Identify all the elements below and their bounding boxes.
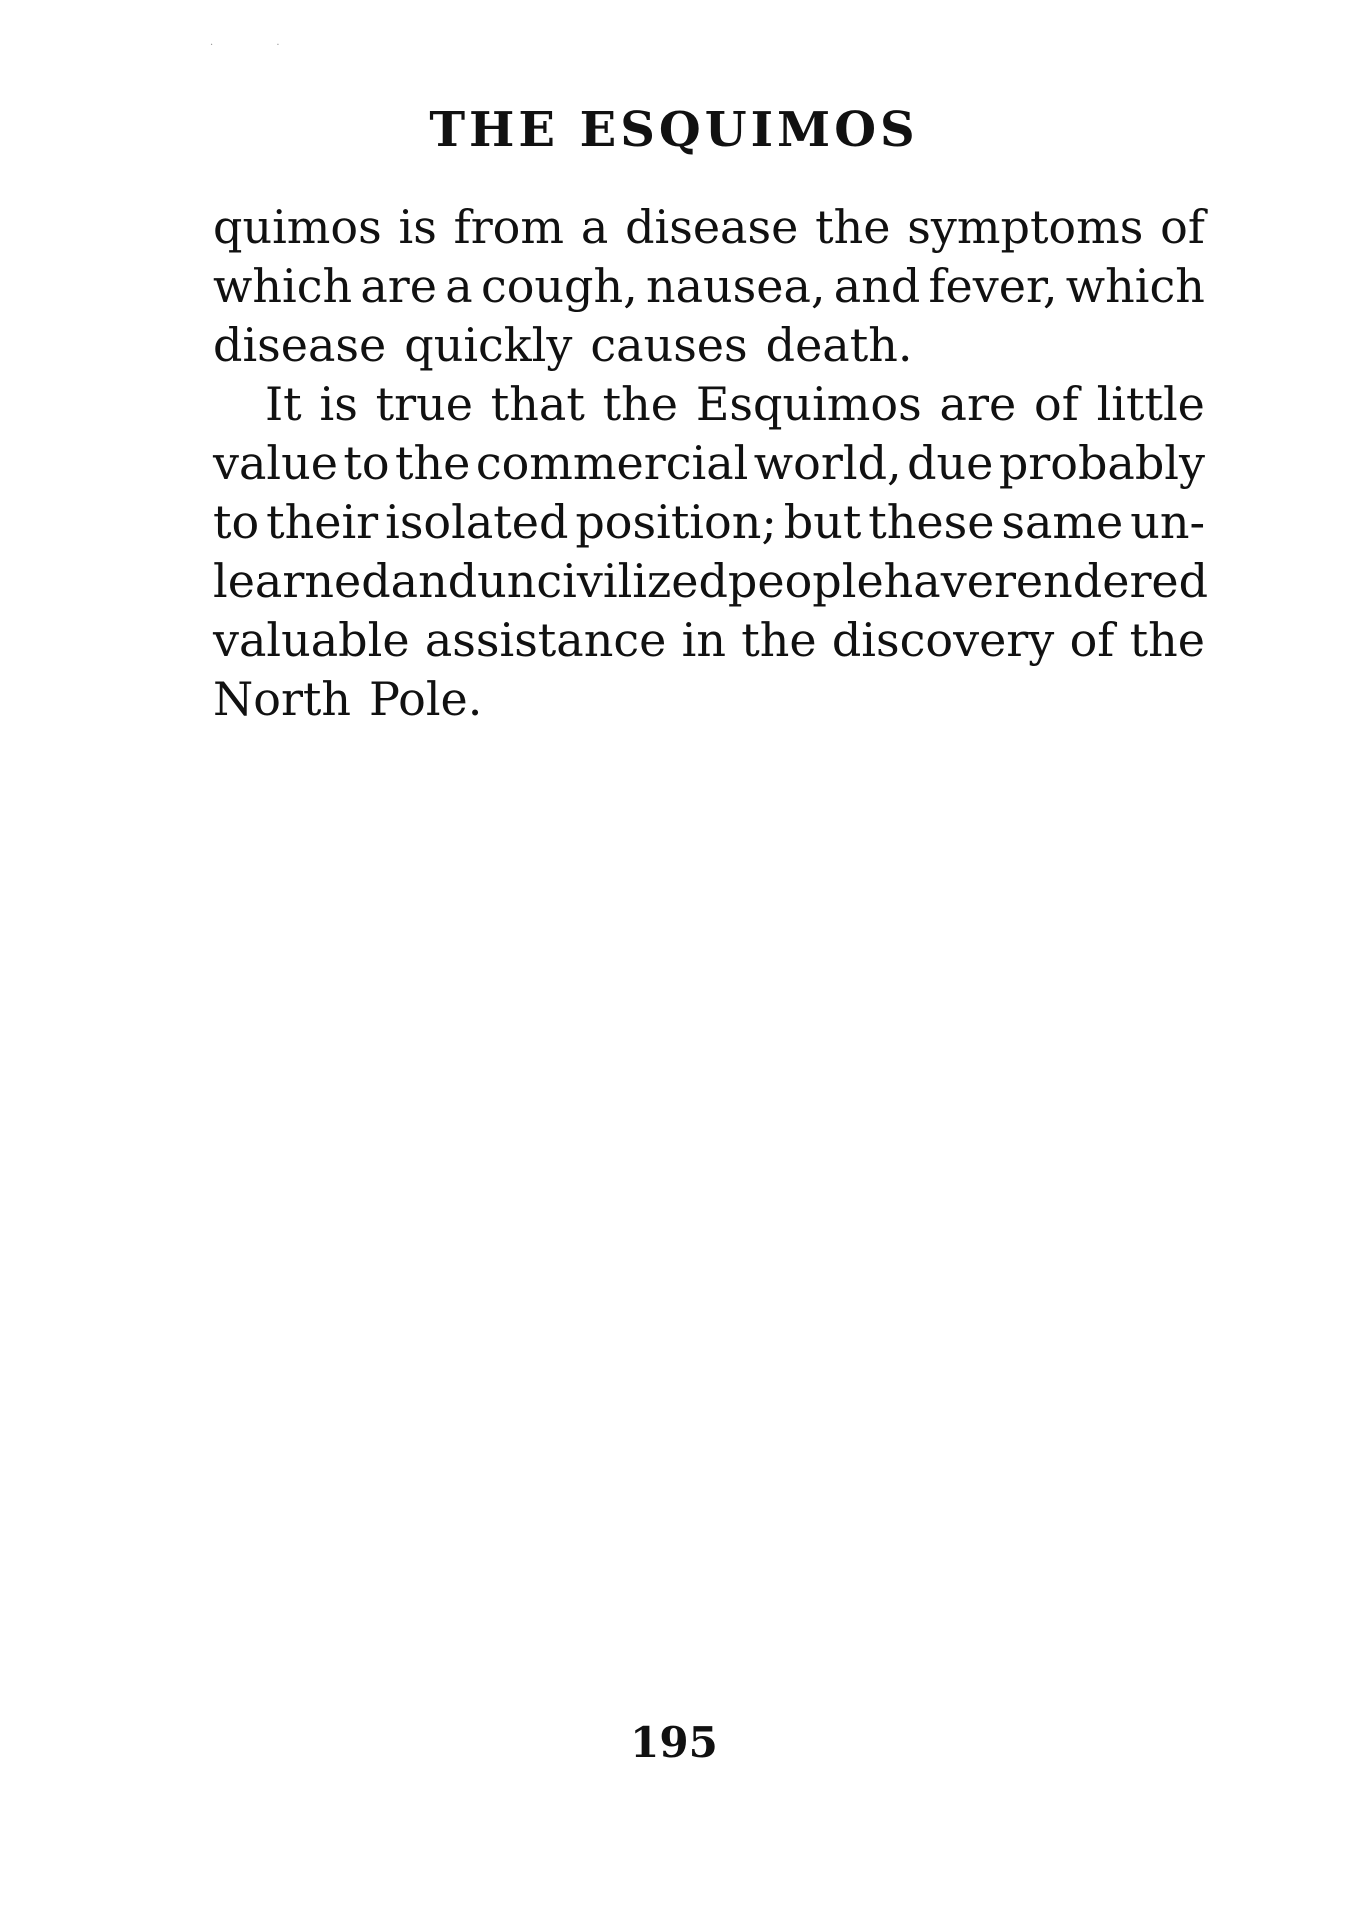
text-line: learned and uncivilized people have rendered [213,554,1209,608]
text-line: It is true that the Esquimos are of little [265,377,1205,431]
text-line: value to the commercial world, due probably [213,436,1205,490]
body-text [213,198,1209,729]
text-line: disease quickly causes death. [213,318,913,372]
text-line: which are a cough, nausea, and fever, which [213,259,1205,313]
running-head: THE ESQUIMOS [429,102,919,158]
text-line: to their isolated position; but these same un- [213,495,1205,549]
text-line: North Pole. [213,672,483,726]
scan-specks: · · [210,40,310,51]
text-line: quimos is from a disease the symptoms of [213,200,1205,254]
page-number: 195 [630,1718,718,1767]
text-line: valuable assistance in the discovery of the [213,613,1205,667]
